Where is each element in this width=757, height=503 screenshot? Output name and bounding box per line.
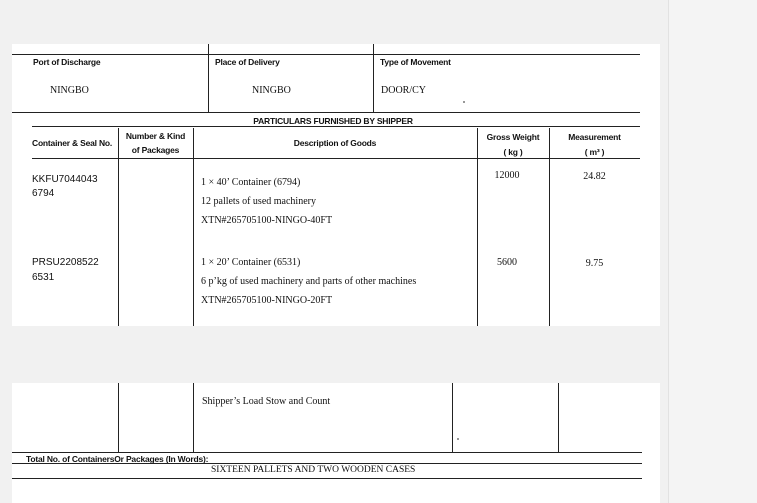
rule-v-col1-lower xyxy=(118,383,119,452)
right-margin xyxy=(668,0,757,503)
rule-v-movement xyxy=(373,44,374,112)
rule-v-col1 xyxy=(118,128,119,326)
table-row-2-description xyxy=(201,253,416,310)
total-packages-value: SIXTEEN PALLETS AND TWO WOODEN CASES xyxy=(211,465,416,475)
table-row-1-description-line-2: 12 pallets of used machinery xyxy=(201,196,316,207)
col-header-description: Description of Goods xyxy=(293,138,377,148)
place-of-delivery-label: Place of Delivery xyxy=(215,57,280,67)
col-header-container: Container & Seal No. xyxy=(32,138,113,148)
rule-v-col3-lower xyxy=(452,383,453,452)
table-row-1-seal: 6794 xyxy=(32,188,55,199)
table-row-1-description xyxy=(201,173,332,230)
rule-v-col4 xyxy=(549,128,550,326)
rule-v-col3 xyxy=(477,128,478,326)
rule-below-delivery xyxy=(12,112,640,113)
table-row-2-description-line-3: XTN#265705100-NINGO-20FT xyxy=(201,295,333,306)
place-of-delivery-value: NINGBO xyxy=(252,85,291,96)
total-packages-label: Total No. of ContainersOr Packages (In Words): xyxy=(26,454,209,464)
col-header-number-kind-2: of Packages xyxy=(131,145,180,155)
table-row-1-description-line-3: XTN#265705100-NINGO-40FT xyxy=(201,215,333,226)
rule-below-title xyxy=(32,126,640,127)
col-header-measurement-1: Measurement xyxy=(568,132,621,142)
table-row-2-measurement: 9.75 xyxy=(585,258,604,269)
table-row-2-gross-weight: 5600 xyxy=(497,257,517,268)
col-header-measurement-2: ( m³ ) xyxy=(584,147,605,157)
port-of-discharge-value: NINGBO xyxy=(50,85,89,96)
table-row-2-description-line-2: 6 p’kg of used machinery and parts of other machines xyxy=(201,276,417,287)
table-row-2-container: PRSU2208522 xyxy=(32,257,99,268)
table-row-2-seal: 6531 xyxy=(32,272,55,283)
scan-speck xyxy=(457,438,459,440)
rule-above-total xyxy=(12,452,642,453)
table-row-1-container: KKFU7044043 xyxy=(32,174,98,185)
col-header-gross-weight-1: Gross Weight xyxy=(486,132,540,142)
table-row-1-description-line-1: 1 × 40’ Container (6794) xyxy=(201,177,301,188)
rule-bottom xyxy=(12,478,642,479)
port-of-discharge-label: Port of Discharge xyxy=(33,57,101,67)
rule-v-col4-lower xyxy=(558,383,559,452)
rule-v-delivery xyxy=(208,44,209,112)
bill-of-lading-lower-section xyxy=(12,383,660,503)
col-header-number-kind-1: Number & Kind xyxy=(125,131,186,141)
type-of-movement-value: DOOR/CY xyxy=(381,85,427,96)
table-row-1-measurement: 24.82 xyxy=(583,171,606,182)
rule-v-col2 xyxy=(193,128,194,326)
scan-speck xyxy=(463,101,465,103)
bill-of-lading-upper-section xyxy=(12,44,660,326)
table-row-1-gross-weight: 12000 xyxy=(494,170,520,181)
particulars-title: PARTICULARS FURNISHED BY SHIPPER xyxy=(253,116,413,126)
rule-below-total-label xyxy=(12,463,642,464)
rule-v-col2-lower xyxy=(193,383,194,452)
type-of-movement-label: Type of Movement xyxy=(380,57,451,67)
rule-top xyxy=(12,54,640,55)
shipper-load-stow-note: Shipper’s Load Stow and Count xyxy=(202,396,331,407)
table-row-2-description-line-1: 1 × 20’ Container (6531) xyxy=(201,257,301,268)
col-header-gross-weight-2: ( kg ) xyxy=(503,147,523,157)
